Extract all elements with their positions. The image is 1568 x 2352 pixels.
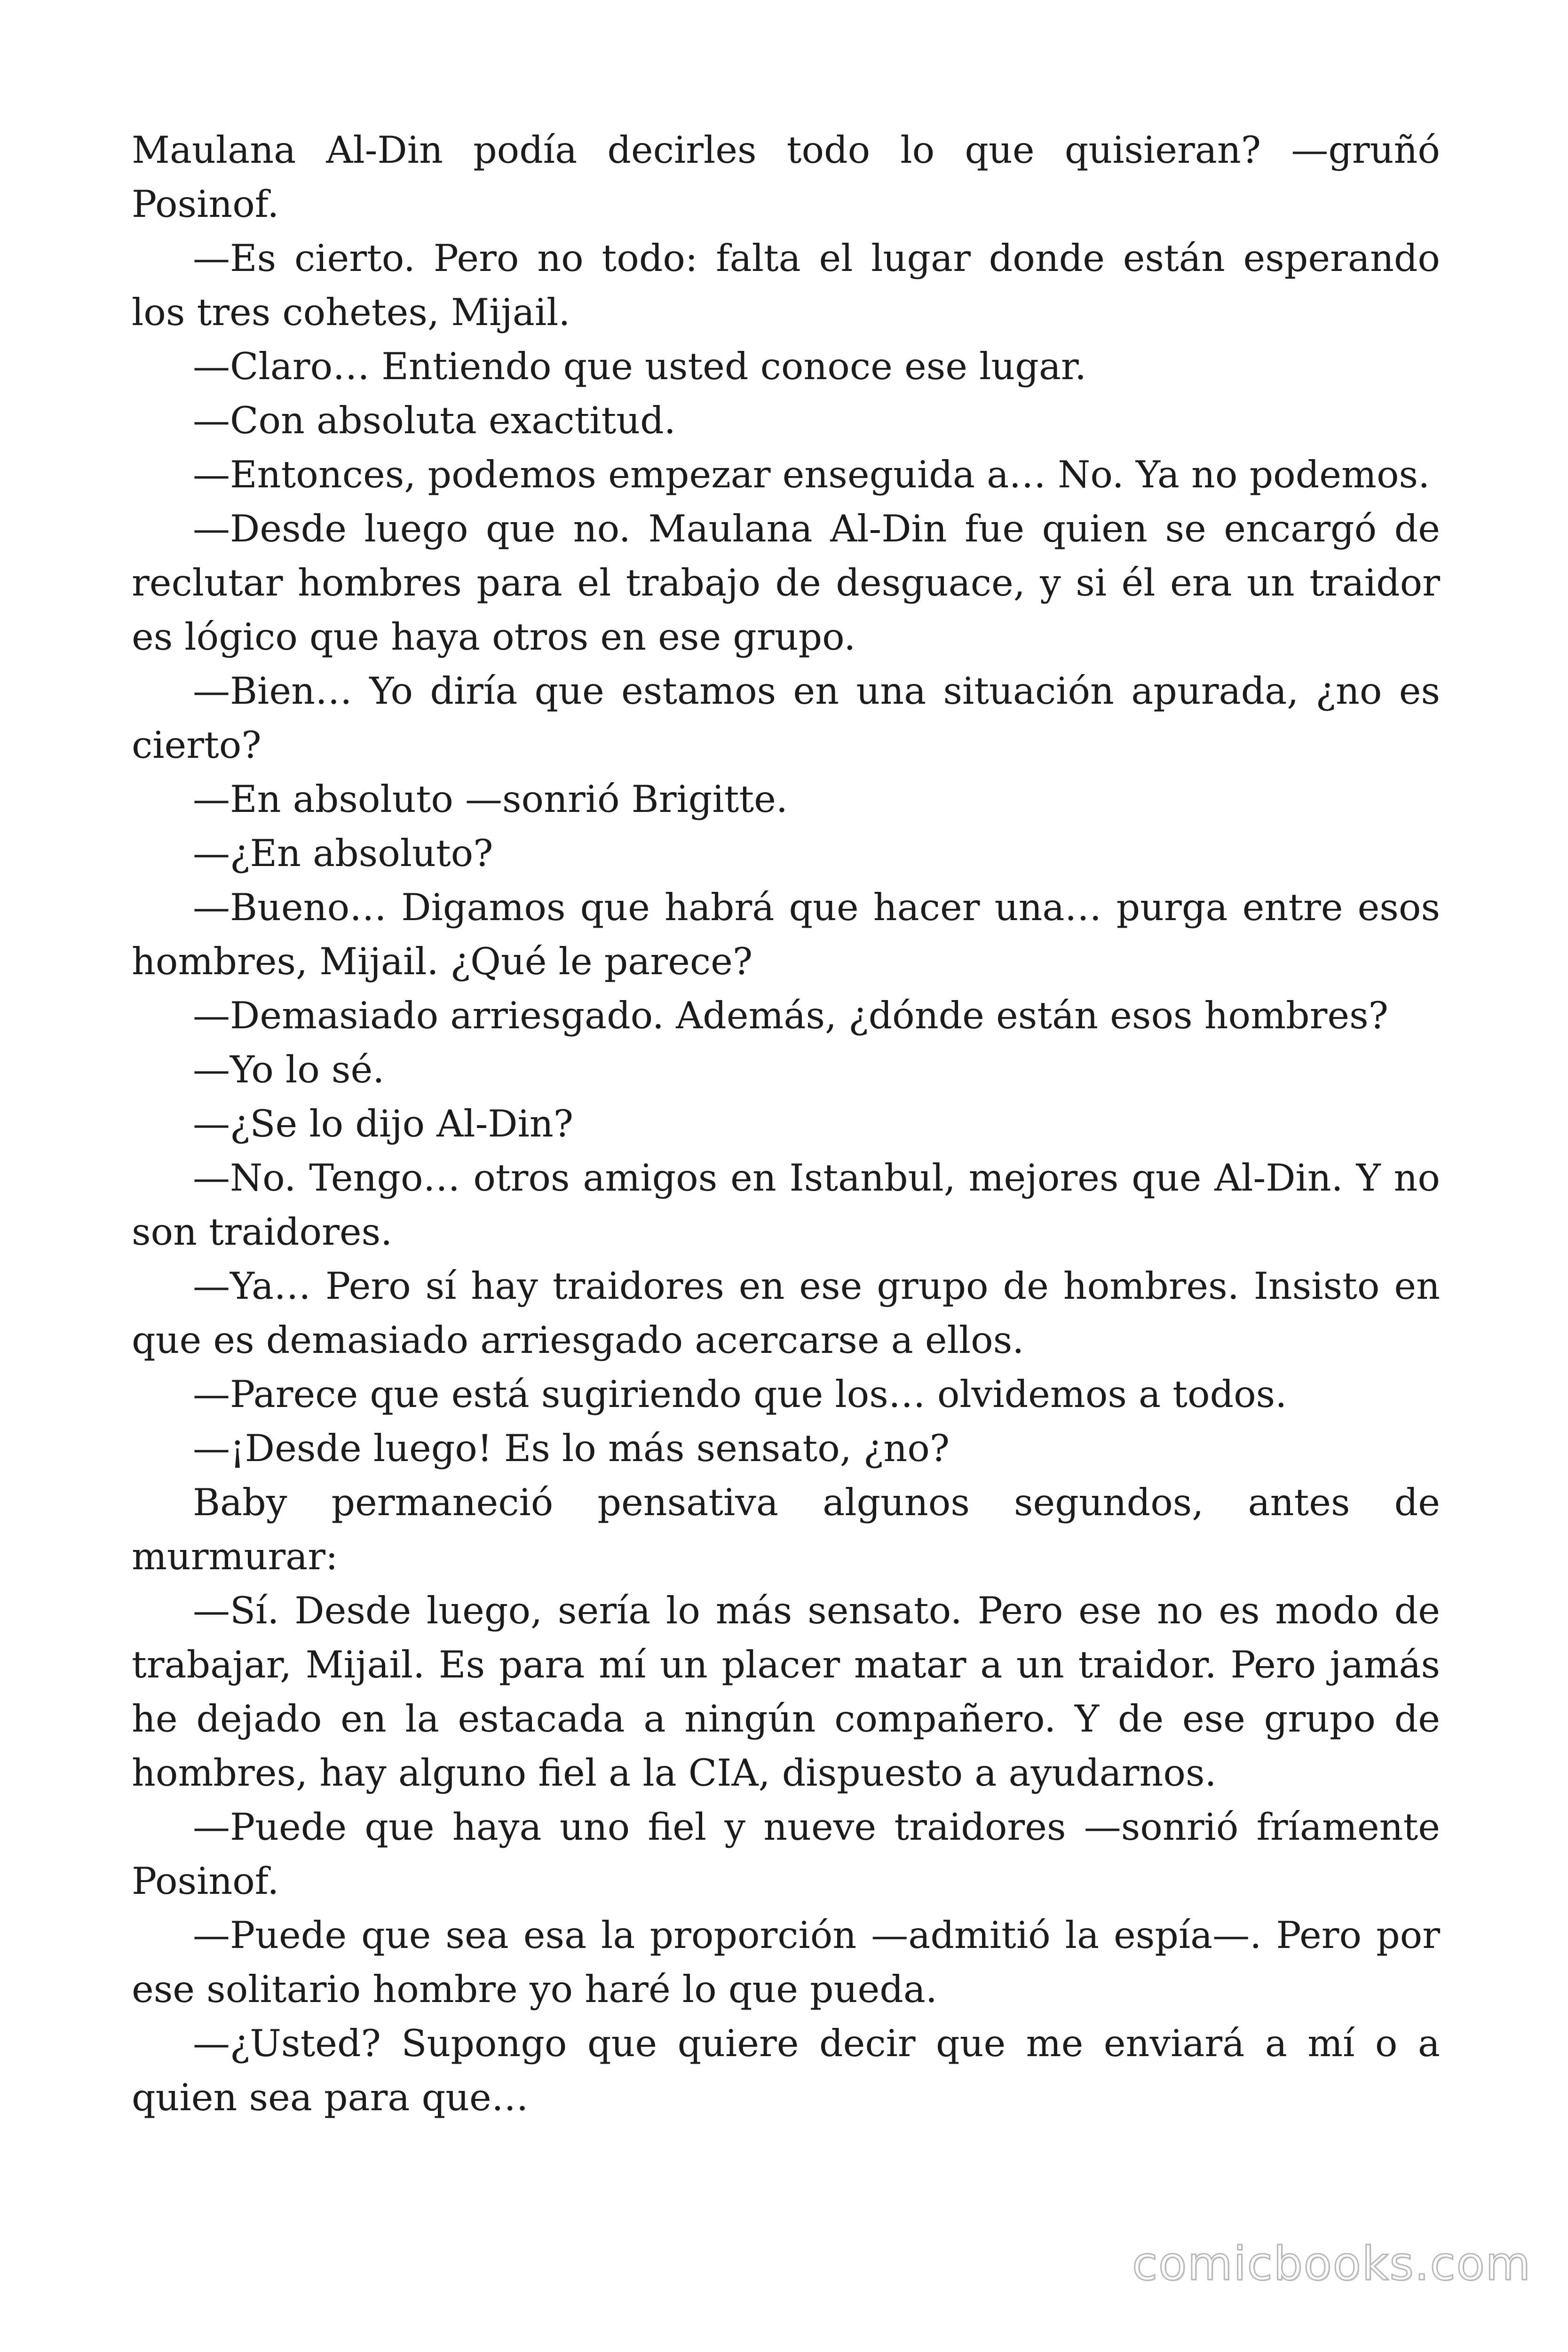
paragraph-4: —Con absoluta exactitud. <box>193 399 676 442</box>
paragraph-13: —¿Se lo dijo Al-Din? <box>193 1102 574 1145</box>
paragraph-19: —Sí. Desde luego, sería lo más sensato. Pero ese no es modo de trabajar, Mijail. Es para mí un placer matar a un traidor. Pero jamás he dejado en la estacada a ningún compañero. Y de ese grupo de hombres, hay alguno fiel a la CIA, dispuesto a ayudarnos. <box>132 1589 1440 1795</box>
paragraph-20: —Puede que haya uno fiel y nueve traidores —sonrió fríamente Posinof. <box>132 1805 1440 1903</box>
paragraph-6: —Desde luego que no. Maulana Al-Din fue quien se encargó de reclutar hombres para el trabajo de desguace, y si él era un traidor es lógico que haya otros en ese grupo. <box>132 507 1440 659</box>
paragraph-15: —Ya… Pero sí hay traidores en ese grupo de hombres. Insisto en que es demasiado arriesgado acercarse a ellos. <box>132 1264 1440 1362</box>
paragraph-3: —Claro… Entiendo que usted conoce ese lugar. <box>193 345 1087 388</box>
paragraph-21: —Puede que sea esa la proporción —admitió la espía—. Pero por ese solitario hombre yo haré lo que pueda. <box>132 1914 1440 2011</box>
paragraph-5: —Entonces, podemos empezar enseguida a… No. Ya no podemos. <box>193 453 1430 496</box>
paragraph-18: Baby permaneció pensativa algunos segundos, antes de murmurar: <box>132 1481 1440 1578</box>
paragraph-14: —No. Tengo… otros amigos en Istanbul, mejores que Al-Din. Y no son traidores. <box>132 1156 1440 1254</box>
body-text <box>132 123 1440 2125</box>
paragraph-10: —Bueno… Digamos que habrá que hacer una… purga entre esos hombres, Mijail. ¿Qué le parece? <box>132 886 1440 983</box>
paragraph-8: —En absoluto —sonrió Brigitte. <box>193 778 788 821</box>
paragraph-1: Maulana Al-Din podía decirles todo lo que quisieran? —gruñó Posinof. <box>132 128 1440 226</box>
paragraph-9: —¿En absoluto? <box>193 832 493 875</box>
paragraph-2: —Es cierto. Pero no todo: falta el lugar donde están esperando los tres cohetes, Mijail. <box>132 237 1440 334</box>
paragraph-22: —¿Usted? Supongo que quiere decir que me enviará a mí o a quien sea para que… <box>132 2022 1440 2119</box>
paragraph-16: —Parece que está sugiriendo que los… olvidemos a todos. <box>193 1373 1287 1416</box>
paragraph-12: —Yo lo sé. <box>193 1048 385 1091</box>
paragraph-7: —Bien… Yo diría que estamos en una situación apurada, ¿no es cierto? <box>132 669 1440 767</box>
paragraph-11: —Demasiado arriesgado. Además, ¿dónde están esos hombres? <box>193 994 1389 1037</box>
watermark-logo: comicbooks.com <box>1132 2237 1531 2291</box>
paragraph-17: —¡Desde luego! Es lo más sensato, ¿no? <box>193 1427 950 1470</box>
